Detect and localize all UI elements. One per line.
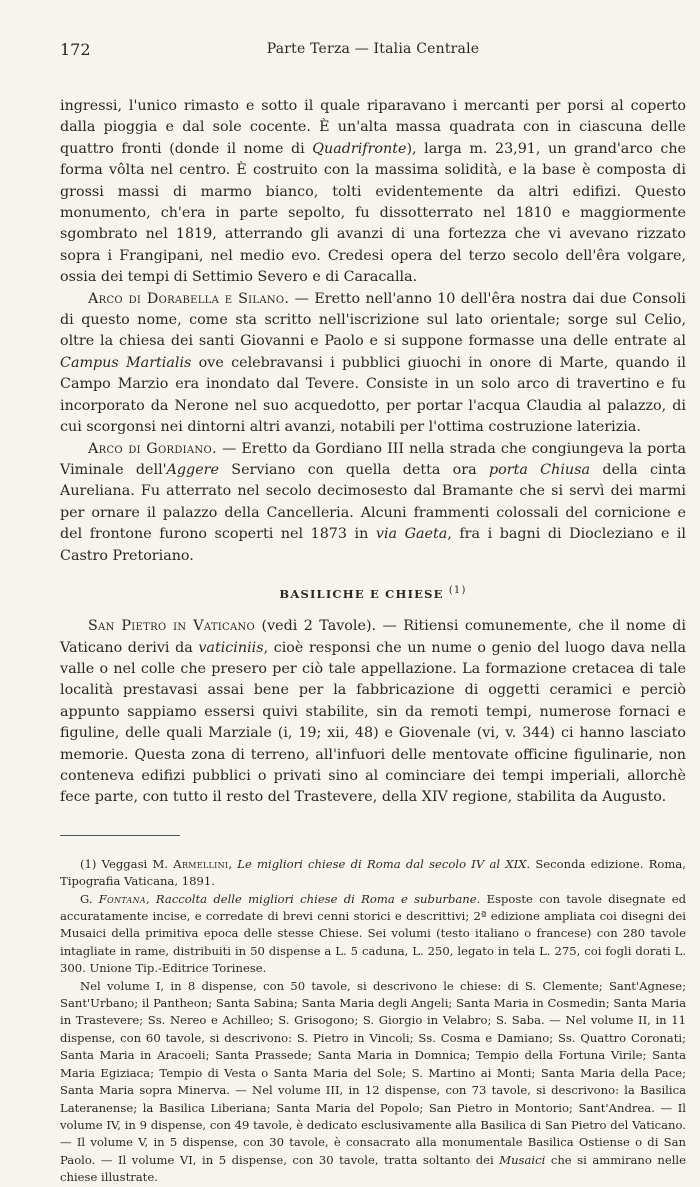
entry-heading: Arco di Dorabella e Silano. xyxy=(88,290,290,307)
main-text xyxy=(60,96,686,809)
footnote-divider xyxy=(60,835,180,836)
running-title: Parte Terza — Italia Centrale xyxy=(266,41,480,57)
footnotes xyxy=(60,856,686,1187)
entry-heading: San Pietro in Vaticano xyxy=(88,618,256,635)
entry-heading: Arco di Gordiano. xyxy=(88,440,217,457)
italic-term: porta Chiusa xyxy=(488,461,590,478)
italic-term: Aggere xyxy=(166,461,219,478)
italic-term: Campus Martialis xyxy=(60,354,192,371)
running-header xyxy=(60,40,686,66)
paragraph-san-pietro: San Pietro in Vaticano (vedi 2 Tavole). — Ritiensi comunemente, che il nome di Vaticano derivi da vaticiniis, cioè responsi che un nume o genio del luogo dava nella valle o nel colle che presero per ciò tale appellazione. La formazione cretacea di tale località prestavasi assai bene per la fabbricazione di oggetti ceramici e perciò appunto sappiamo essersi quivi stabilite, sin da remoti tempi, numerose fornaci e figuline, delle quali Marziale (i, 19; xii, 48) e Giovenale (vi, v. 344) ci hanno lasciato memorie. Questa zona di terreno, all'infuori delle mentovate officine figulinarie, non conteneva edifizi pubblici o privati sino al cominciare dei tempi imperiali, allorchè fece parte, con tutto il resto del Trastevere, della XIV regione, stabilita da Augusto. xyxy=(60,618,686,806)
italic-term: vaticiniis xyxy=(198,639,264,656)
paragraph-arco-di-giano: ingressi, l'unico rimasto e sotto il quale riparavano i mercanti per porsi al coperto dalla pioggia e dal sole cocente. È un'alta massa quadrata con in ciascuna delle quattro fronti (donde il nome di Quadrifronte), larga m. 23,91, un grand'arco che forma vôlta nel centro. È costruito con la massima solidità, e la base è composta di grossi massi di marmo bianco, tolti evidentemente da altri edifizi. Questo monumento, ch'era in parte sepolto, fu dissotterrato nel 1810 e maggiormente sgombrato nel 1819, atterrando gli avanzi di una fortezza che vi avevano rizzato sopra i Frangipani, nel medio evo. Credesi opera del terzo secolo dell'êra volgare, ossia dei tempi di Settimio Severo e di Caracalla. xyxy=(60,98,686,286)
footnote-fontana: G. Fontana, Raccolta delle migliori chiese di Roma e suburbane. Esposte con tavole disegnate ed accuratamente incise, e corredate di brevi cenni storici e descrittivi; 2ª edizione ampliata coi disegni dei Musaici della primitiva epoca delle stesse Chiese. Sei volumi (testo italiano o francese) con 280 tavole intagliate in rame, distribuiti in 50 dispense a L. 5 caduna, L. 250, legato in tela L. 275, coi fogli dorati L. 300. Unione Tip.-Editrice Torinese. xyxy=(60,891,687,976)
footnote-armellini: (1) Veggasi M. Armellini, Le migliori chiese di Roma dal secolo IV al XIX. Seconda edizione. Roma, Tipografia Vaticana, 1891. xyxy=(60,856,686,889)
italic-term: via Gaeta xyxy=(375,526,448,543)
italic-term: Quadrifronte xyxy=(312,140,407,157)
footnote-ref: (1) xyxy=(448,584,467,596)
page-number: 172 xyxy=(60,40,91,59)
paragraph-arco-gordiano: Arco di Gordiano. — Eretto da Gordiano III nella strada che congiungeva la porta Viminale dell'Aggere Serviano con quella detta ora porta Chiusa della cinta Aureliana. Fu atterrato nel secolo decimosesto dal Bramante che si servì dei marmi per ornare il palazzo della Cancelleria. Alcuni frammenti colossali del cornicione e del frontone furono scoperti nel 1873 in via Gaeta, fra i bagni di Diocleziano e il Castro Pretoriano. xyxy=(60,440,686,564)
section-heading: BASILICHE E CHIESE $^{(1)}$ xyxy=(279,584,467,601)
paragraph-arco-dorabella: Arco di Dorabella e Silano. — Eretto nell'anno 10 dell'êra nostra dai due Consoli di questo nome, come sta scritto nell'iscrizione sul lato orientale; sorge sul Celio, oltre la chiesa dei santi Giovanni e Paolo e si suppone formasse una delle entrate al Campus Martialis ove celebravansi i pubblici giuochi in onore di Marte, quando il Campo Marzio era inondato dal Tevere. Consiste in un solo arco di travertino e fu incorporato da Nerone nel suo acquedotto, per portar l'acqua Claudia al palazzo, di cui scorgonsi nei dintorni altri avanzi, notabili per l'ottima costruzione laterizia. xyxy=(60,290,686,436)
footnote-volumes: Nel volume I, in 8 dispense, con 50 tavole, si descrivono le chiese: di S. Clemente; Sant'Agnese; Sant'Urbano; il Pantheon; Santa Sabina; Santa Maria degli Angeli; Santa Maria in Cosmedin; Santa Maria in Trastevere; Ss. Nereo e Achilleo; S. Grisogono; S. Giorgio in Velabro; S. Saba. — Nel volume II, in 11 dispense, con 60 tavole, si descrivono: S. Pietro in Vincoli; Ss. Cosma e Damiano; Ss. Quattro Coronati; Santa Maria in Aracoeli; Santa Prassede; Santa Maria in Domnica; Tempio della Fortuna Virile; Santa Maria Egiziaca; Tempio di Vesta o Santa Maria del Sole; S. Martino ai Monti; Santa Maria della Pace; Santa Maria sopra Minerva. — Nel volume III, in 12 dispense, con 73 tavole, si descrivono: la Basilica Lateranense; la Basilica Liberiana; Santa Maria del Popolo; San Pietro in Montorio; Sant'Andrea. — Il volume IV, in 9 dispense, con 49 tavole, è dedicato esclusivamente alla Basilica di San Pietro del Vaticano. — Il volume V, in 5 dispense, con 30 tavole, è consacrato alla monumentale Basilica Ostiense o di San Paolo. — Il volume VI, in 5 dispense, con 30 tavole, tratta soltanto dei Musaici che si ammirano nelle chiese illustrate. xyxy=(60,978,686,1185)
